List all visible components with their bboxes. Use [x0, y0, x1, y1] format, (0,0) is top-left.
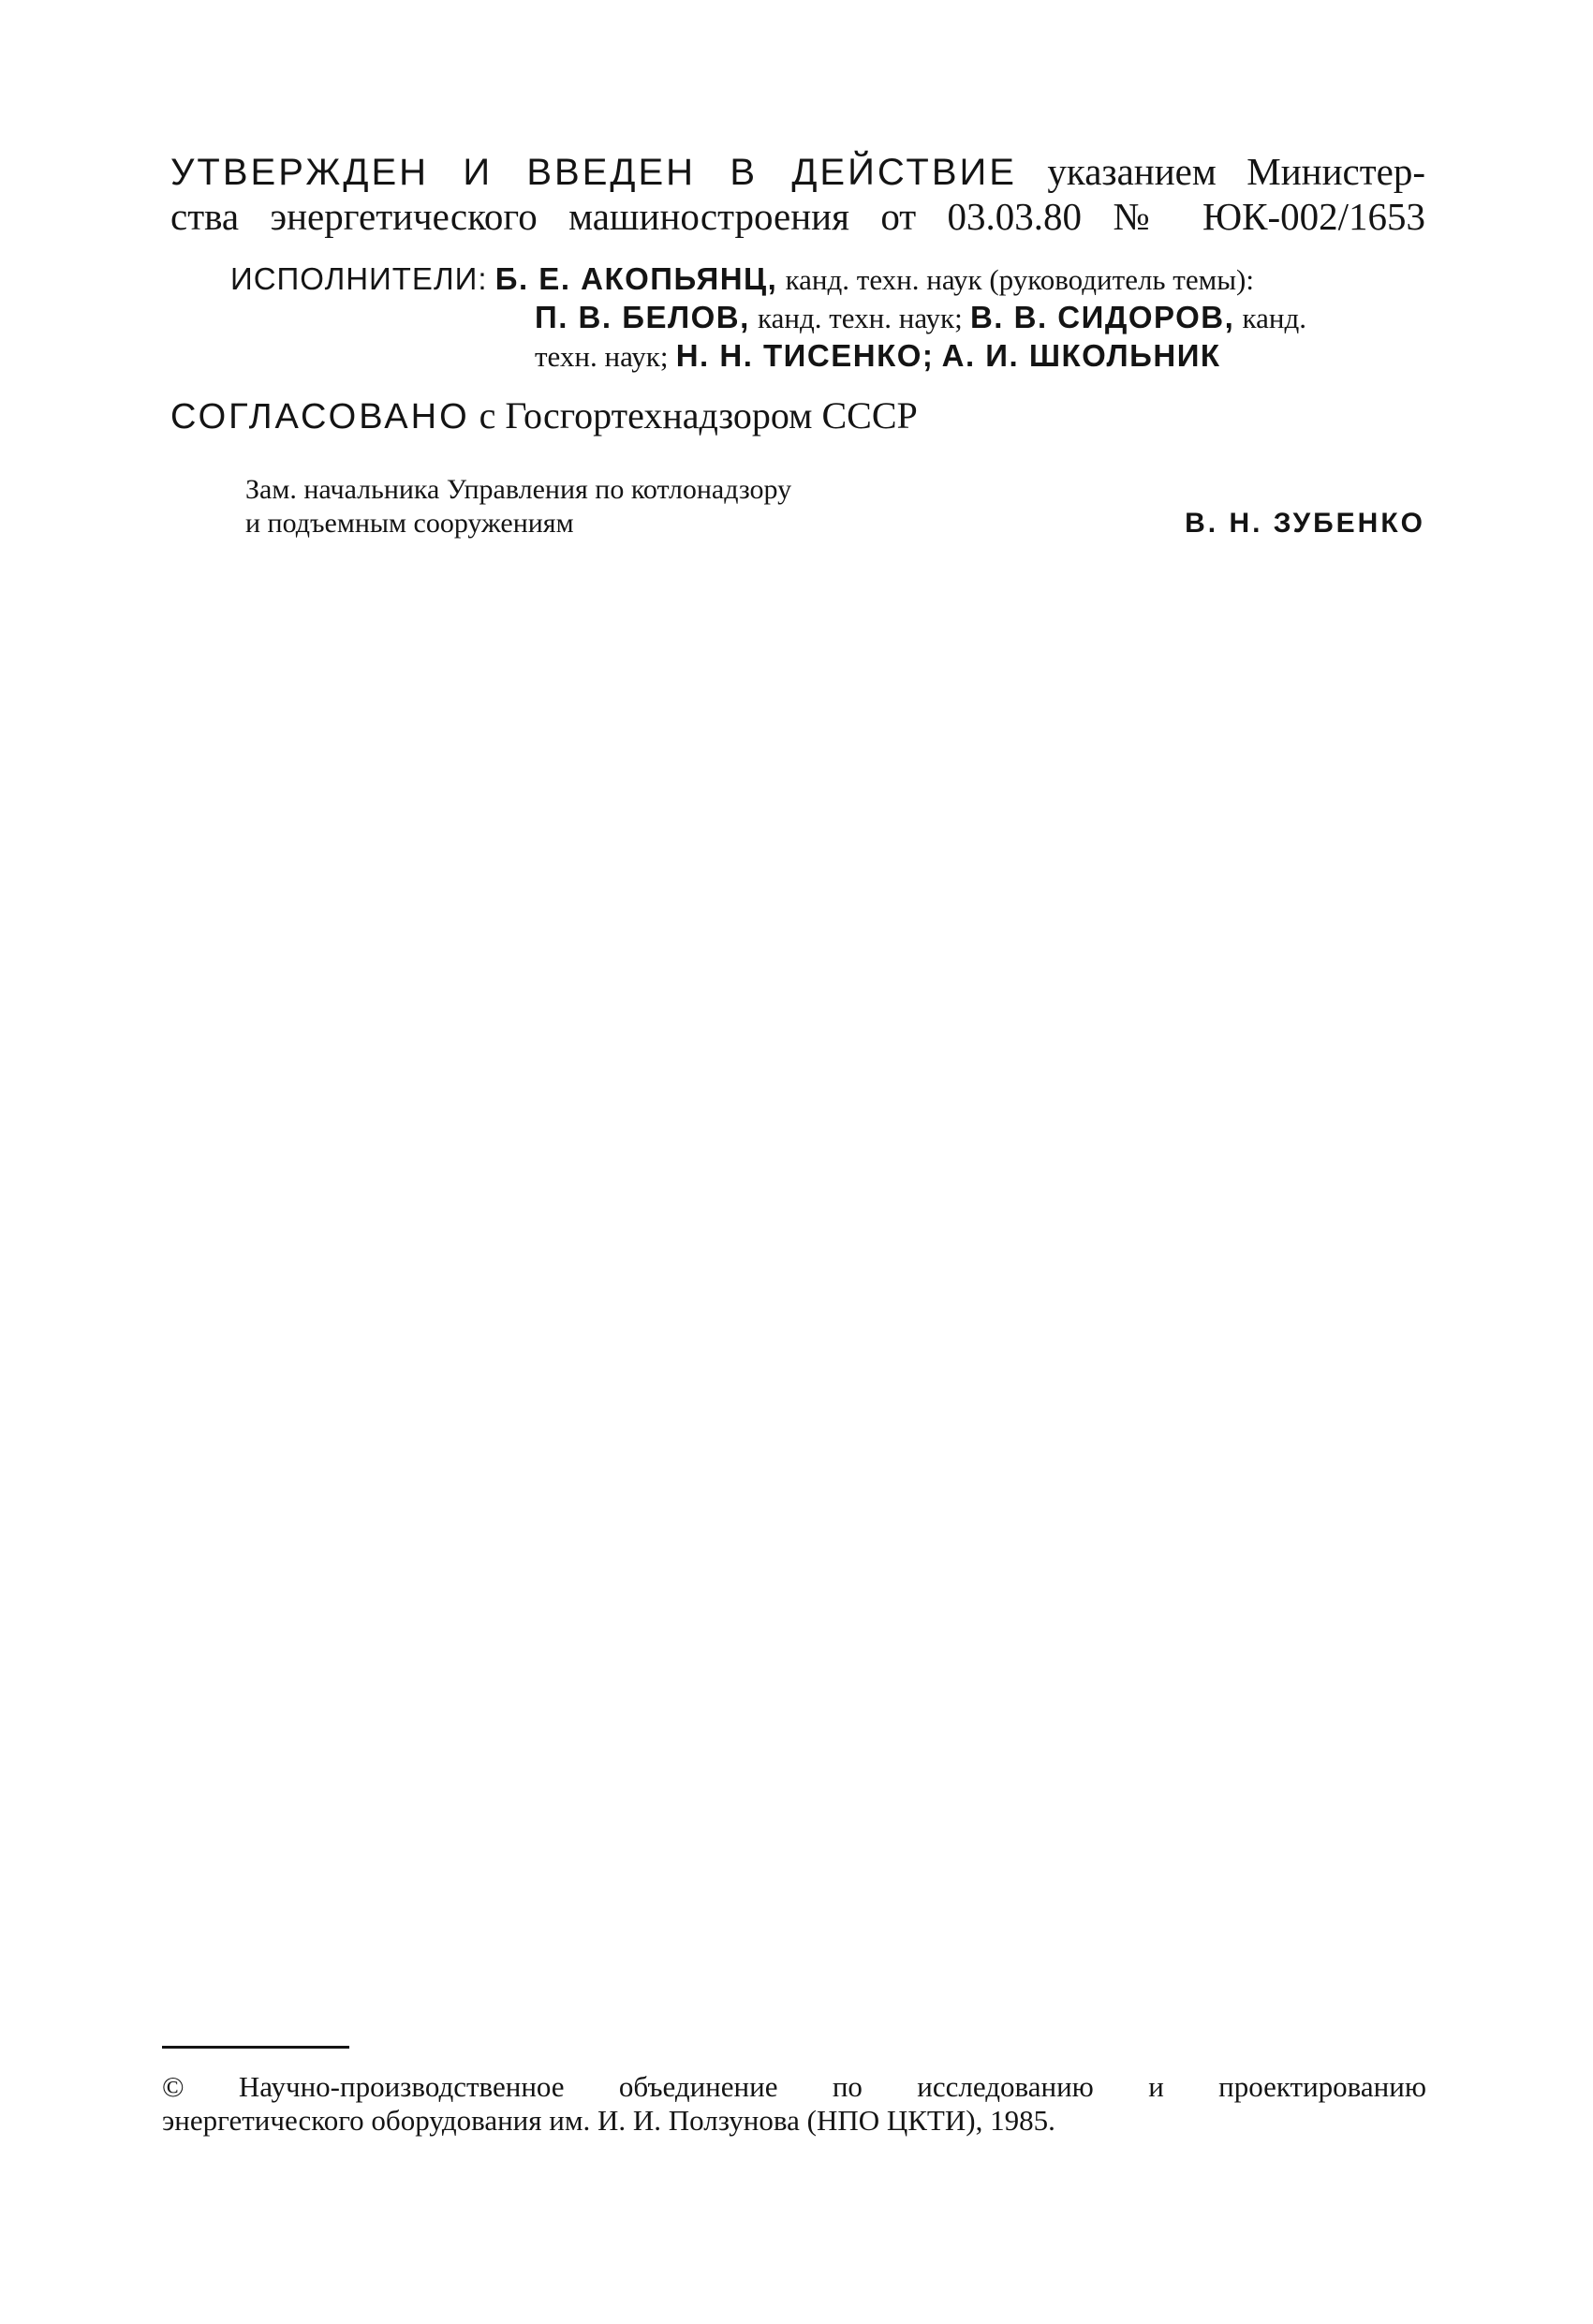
executor-title: канд. [1242, 302, 1306, 334]
agreement-statement [170, 393, 918, 439]
executor-name: П. В. БЕЛОВ, [535, 300, 750, 334]
executors-section [230, 260, 1425, 376]
executor-title: канд. техн. наук; [758, 302, 963, 334]
executor-name: В. В. СИДОРОВ, [969, 300, 1235, 334]
executors-row-2 [230, 299, 1425, 337]
executors-row-1 [230, 260, 1425, 299]
executor-name: Б. Е. АКОПЬЯНЦ, [494, 261, 778, 296]
agreement-heading: СОГЛАСОВАНО [170, 397, 470, 437]
executor-title: канд. техн. наук (руководитель темы): [785, 263, 1254, 296]
agreement-rest: с Госгортехнадзором СССР [479, 394, 918, 437]
executors-label: ИСПОЛНИТЕЛИ: [230, 261, 488, 296]
executor-title: техн. наук; [535, 340, 669, 373]
copyright-line-2: энергетического оборудования им. И. И. Ползунова (НПО ЦКТИ), 1985. [162, 2104, 1055, 2137]
approval-line-2: ства энергетического машиностроения от 03.03.80 № ЮК-002/1653 [170, 195, 1425, 238]
executors-row-3 [230, 337, 1425, 376]
copyright-notice [162, 2070, 1426, 2138]
deputy-position-line-2: и подъемным сооружениям [245, 508, 574, 539]
approval-heading: УТВЕРЖДЕН И ВВЕДЕН В ДЕЙСТВИЕ [170, 152, 1017, 193]
deputy-signature-block [245, 473, 1425, 540]
deputy-signer-name: В. Н. ЗУБЕНКО [1185, 508, 1425, 539]
approval-line1-rest: указанием Министер- [1047, 150, 1425, 193]
approval-line-1 [170, 150, 1425, 195]
executor-name: А. И. ШКОЛЬНИК [941, 338, 1221, 373]
deputy-position-line-1: Зам. начальника Управления по котлонадзору [245, 474, 792, 505]
footnote-divider [162, 2046, 349, 2049]
executor-name: Н. Н. ТИСЕНКО; [675, 338, 935, 373]
copyright-line-1: © Научно-производственное объединение по исследованию и проектированию [162, 2070, 1426, 2103]
approval-statement [170, 150, 1425, 239]
